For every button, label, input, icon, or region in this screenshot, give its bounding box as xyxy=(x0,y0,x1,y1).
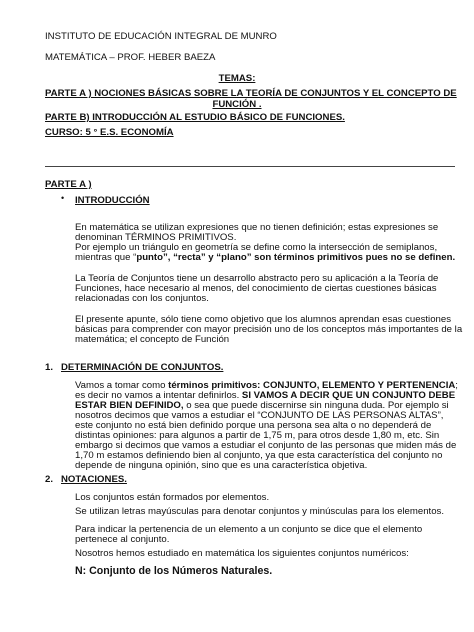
intro-p1-line: En matemática se utilizan expresiones que no tienen definición; estas expresiones se xyxy=(75,222,439,233)
bullet-icon: • xyxy=(61,193,65,203)
section-1-line: embargo si decimos que vamos a estudiar el conjunto de las personas que miden más de xyxy=(75,440,457,451)
temas-heading: TEMAS: xyxy=(218,73,256,84)
intro-p3-line: básicas para comprender con mayor precisión uno de los conceptos más importantes de la xyxy=(75,324,463,335)
parte-a-topic-line1: PARTE A ) NOCIONES BÁSICAS SOBRE LA TEORÍA DE CONJUNTOS Y EL CONCEPTO DE xyxy=(45,88,457,99)
intro-p3-line: El presente apunte, sólo tiene como objetivo que los alumnos aprendan esas cuestiones xyxy=(75,314,451,325)
divider-line xyxy=(45,166,455,167)
intro-p3-line: matemática; el concepto de Función xyxy=(75,334,230,345)
section-2-heading: NOTACIONES. xyxy=(61,474,127,485)
section-1-line: distintas opiniones: para algunos a partir de 1,75 m, para otros desde 1,80 m, etc. Sin xyxy=(75,430,440,441)
intro-heading: INTRODUCCIÓN xyxy=(75,195,150,206)
section-2-p2: Se utilizan letras mayúsculas para denotar conjuntos y minúsculas para los elementos. xyxy=(75,506,445,517)
parte-a-topic-line2: FUNCIÓN . xyxy=(212,99,262,110)
section-2-number: 2. xyxy=(45,474,54,485)
section-1-line: nosotros decimos que vamos a estudiar el “CONJUNTO DE LAS PERSONAS ALTAS”, xyxy=(75,410,444,421)
intro-p1-line: mientras que “punto”, “recta” y “plano” son términos primitivos pues no se definen. xyxy=(75,252,456,263)
section-1-line: es decir no vamos a intentar definirlos. SI VAMOS A DECIR QUE UN CONJUNTO DEBE xyxy=(75,390,456,401)
section-2-p1: Los conjuntos están formados por elementos. xyxy=(75,492,270,503)
section-2-p3-line: Para indicar la pertenencia de un elemento a un conjunto se dice que el elemento xyxy=(75,524,423,535)
subject-line: MATEMÁTICA – PROF. HEBER BAEZA xyxy=(45,52,216,63)
section-1-heading: DETERMINACIÓN DE CONJUNTOS. xyxy=(61,362,224,373)
institution-name: INSTITUTO DE EDUCACIÓN INTEGRAL DE MUNRO xyxy=(45,31,277,42)
section-1-line: Vamos a tomar como términos primitivos: CONJUNTO, ELEMENTO Y PERTENENCIA; xyxy=(75,380,458,391)
section-1-line: 1,70 m estamos definiendo bien al conjunto, ya que esta característica del conjunto no xyxy=(75,450,443,461)
section-1-line: depende de ninguna opinión, sino que es una característica objetiva. xyxy=(75,460,368,471)
section-2-p3-line: pertenece al conjunto. xyxy=(75,534,170,545)
section-2-p4: Nosotros hemos estudiado en matemática los siguientes conjuntos numéricos: xyxy=(75,548,409,559)
intro-p1-line: denominan TÉRMINOS PRIMITIVOS. xyxy=(75,232,237,243)
parte-b-topic: PARTE B) INTRODUCCIÓN AL ESTUDIO BÁSICO DE FUNCIONES. xyxy=(45,112,345,123)
parte-a-heading: PARTE A ) xyxy=(45,179,92,190)
intro-p2-line: La Teoría de Conjuntos tiene un desarrollo abstracto pero su aplicación a la Teoría de xyxy=(75,273,439,284)
section-1-line: este conjunto no está bien definido porque una persona sea alta o no dependerá de xyxy=(75,420,432,431)
section-1-number: 1. xyxy=(45,362,54,373)
section-1-line: ESTAR BIEN DEFINIDO, o sea que puede discernirse sin ninguna duda. Por ejemplo si xyxy=(75,400,449,411)
curso-line: CURSO: 5 ° E.S. ECONOMÍA xyxy=(45,127,174,138)
intro-p2-line: Funciones, hace necesario al menos, del conocimiento de ciertas cuestiones básicas xyxy=(75,283,437,294)
natural-numbers-line: N: Conjunto de los Números Naturales. xyxy=(75,565,273,577)
intro-p1-line: Por ejemplo un triángulo en geometría se define como la intersección de semiplanos, xyxy=(75,242,438,253)
intro-p2-line: relacionadas con los conjuntos. xyxy=(75,293,209,304)
